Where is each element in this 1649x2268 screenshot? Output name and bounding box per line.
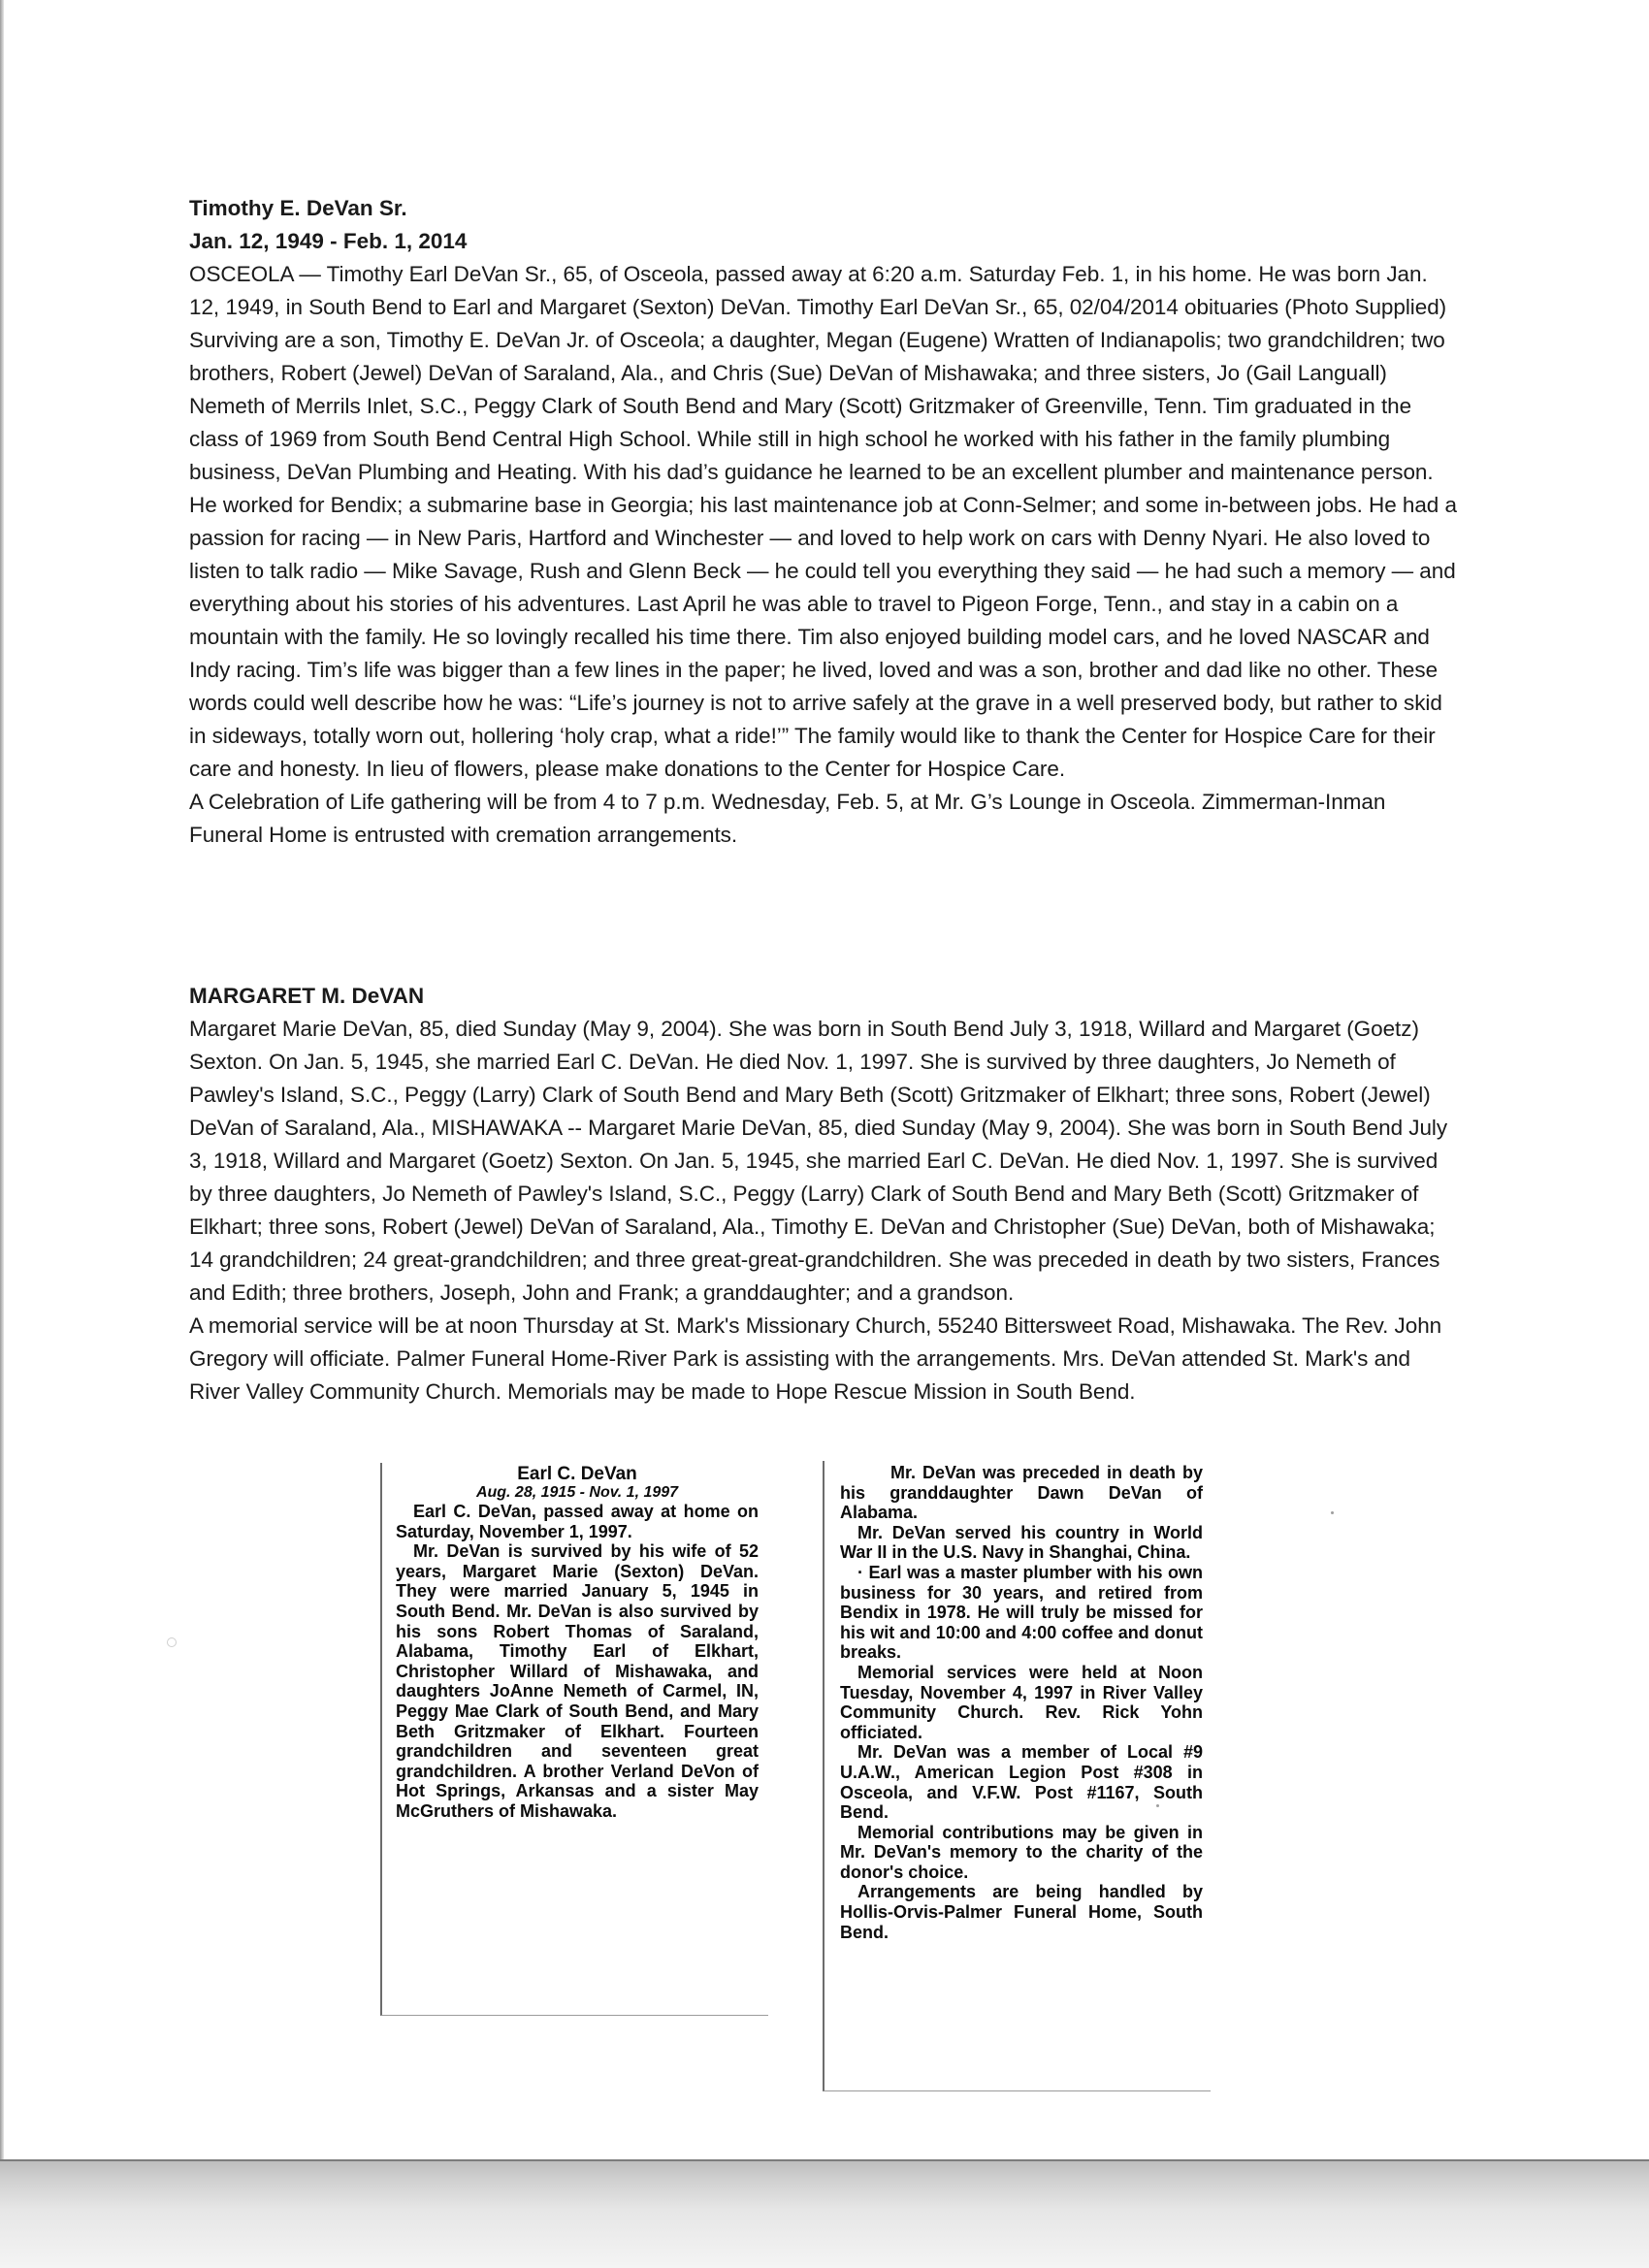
clipping-paragraph: Earl C. DeVan, passed away at home on Saturday, November 1, 1997. xyxy=(396,1502,759,1541)
clipping-paragraph: Memorial services were held at Noon Tuesday, November 4, 1997 in River Valley Community Church. Rev. Rick Yohn officiated. xyxy=(840,1662,1203,1742)
newspaper-clipping-column-1 xyxy=(380,1463,768,2016)
obituary-name: MARGARET M. DeVAN xyxy=(189,984,425,1008)
obituary-margaret-devan xyxy=(189,980,1460,1409)
clipping-paragraph: Mr. DeVan served his country in World War II in the U.S. Navy in Shanghai, China. xyxy=(840,1522,1203,1563)
obituary-service-info: A Celebration of Life gathering will be from 4 to 7 p.m. Wednesday, Feb. 5, at Mr. G’s Lounge in Osceola. Zimmerman-Inman Funeral Home is entrusted with cremation arrangements. xyxy=(189,790,1386,847)
clipping-dates: Aug. 28, 1915 - Nov. 1, 1997 xyxy=(475,1484,679,1501)
clipping-paragraph: Mr. DeVan was a member of Local #9 U.A.W., American Legion Post #308 in Osceola, and V.F.W. Post #1167, South Bend. xyxy=(840,1742,1203,1823)
clipping-paragraph: Arrangements are being handled by Hollis-Orvis-Palmer Funeral Home, South Bend. xyxy=(840,1882,1203,1942)
scan-speck xyxy=(167,1637,177,1647)
clipping-paragraph: Memorial contributions may be given in Mr. DeVan's memory to the charity of the donor's choice. xyxy=(840,1822,1203,1882)
obituary-timothy-devan xyxy=(189,192,1460,852)
scan-dot xyxy=(1156,1804,1159,1807)
scan-left-edge xyxy=(0,0,4,2268)
obituary-service-info: A memorial service will be at noon Thursday at St. Mark's Missionary Church, 55240 Bittersweet Road, Mishawaka. The Rev. John Gregory will officiate. Palmer Funeral Home-River Park is assisting with the arrangements. Mrs. DeVan attended St. Mark's and River Valley Community Church. Memorials may be made to Hope Rescue Mission in South Bend. xyxy=(189,1313,1442,1404)
obituary-body: Margaret Marie DeVan, 85, died Sunday (May 9, 2004). She was born in South Bend July 3, 1918, Willard and Margaret (Goetz) Sexton. On Jan. 5, 1945, she married Earl C. DeVan. He died Nov. 1, 1997. She is survived by three daughters, Jo Nemeth of Pawley's Island, S.C., Peggy (Larry) Clark of South Bend and Mary Beth (Scott) Gritzmaker of Elkhart; three sons, Robert (Jewel) DeVan of Saraland, Ala., MISHAWAKA -- Margaret Marie DeVan, 85, died Sunday (May 9, 2004). She was born in South Bend July 3, 1918, Willard and Margaret (Goetz) Sexton. On Jan. 5, 1945, she married Earl C. DeVan. He died Nov. 1, 1997. She is survived by three daughters, Jo Nemeth of Pawley's Island, S.C., Peggy (Larry) Clark of South Bend and Mary Beth (Scott) Gritzmaker of Elkhart; three sons, Robert (Jewel) DeVan of Saraland, Ala., Timothy E. DeVan and Christopher (Sue) DeVan, both of Mishawaka; 14 grandchildren; 24 great-grandchildren; and three great-great-grandchildren. She was preceded in death by two sisters, Frances and Edith; three brothers, Joseph, John and Frank; a granddaughter; and a grandson. xyxy=(189,1017,1448,1305)
clipping-paragraph: Mr. DeVan was preceded in death by his granddaughter Dawn DeVan of Alabama. xyxy=(840,1463,1203,1523)
obituary-dates: Jan. 12, 1949 - Feb. 1, 2014 xyxy=(189,229,468,253)
newspaper-clipping-column-2 xyxy=(823,1461,1211,2091)
scan-bottom-edge xyxy=(0,2159,1649,2268)
obituary-body: OSCEOLA — Timothy Earl DeVan Sr., 65, of Osceola, passed away at 6:20 a.m. Saturday Feb. 1, in his home. He was born Jan. 12, 1949, in South Bend to Earl and Margaret (Sexton) DeVan. Timothy Earl DeVan Sr., 65, 02/04/2014 obituaries (Photo Supplied) Surviving are a son, Timothy E. DeVan Jr. of Osceola; a daughter, Megan (Eugene) Wratten of Indianapolis; two grandchildren; two brothers, Robert (Jewel) DeVan of Saraland, Ala., and Chris (Sue) DeVan of Mishawaka; and three sisters, Jo (Gail Languall) Nemeth of Merrils Inlet, S.C., Peggy Clark of South Bend and Mary (Scott) Gritzmaker of Greenville, Tenn. Tim graduated in the class of 1969 from South Bend Central High School. While still in high school he worked with his father in the family plumbing business, DeVan Plumbing and Heating. With his dad’s guidance he learned to be an excellent plumber and maintenance person. He worked for Bendix; a submarine base in Georgia; his last maintenance job at Conn-Selmer; and some in-between jobs. He had a passion for racing — in New Paris, Hartford and Winchester — and loved to help work on cars with Denny Nyari. He also loved to listen to talk radio — Mike Savage, Rush and Glenn Beck — he could tell you everything they said — he had such a memory — and everything about his stories of his adventures. Last April he was able to travel to Pigeon Forge, Tenn., and stay in a cabin on a mountain with the family. He so lovingly recalled his time there. Tim also enjoyed building model cars, and he loved NASCAR and Indy racing. Tim’s life was bigger than a few lines in the paper; he lived, loved and was a son, brother and dad like no other. These words could well describe how he was: “Life’s journey is not to arrive safely at the grave in a well preserved body, but rather to skid in sideways, totally worn out, hollering ‘holy crap, what a ride!’” The family would like to thank the Center for Hospice Care for their care and honesty. In lieu of flowers, please make donations to the Center for Hospice Care. xyxy=(189,262,1457,781)
obituary-name: Timothy E. DeVan Sr. xyxy=(189,196,407,220)
scan-dot xyxy=(1331,1511,1334,1514)
clipping-paragraph: · Earl was a master plumber with his own business for 30 years, and retired from Bendix in 1978. He will truly be missed for his wit and 10:00 and 4:00 coffee and donut breaks. xyxy=(840,1562,1203,1663)
clipping-title: Earl C. DeVan xyxy=(517,1464,637,1484)
clipping-paragraph: Mr. DeVan is survived by his wife of 52 years, Margaret Marie (Sexton) DeVan. They were married January 5, 1945 in South Bend. Mr. DeVan is also survived by his sons Robert Thomas of Saraland, Alabama, Timothy Earl of Elkhart, Christopher Willard of Mishawaka, and daughters JoAnne Nemeth of Carmel, IN, Peggy Mae Clark of South Bend, and Mary Beth Gritzmaker of Elkhart. Fourteen grandchildren and seventeen great grandchildren. A brother Verland DeVon of Hot Springs, Arkansas and a sister May McGruthers of Mishawaka. xyxy=(396,1541,759,1821)
